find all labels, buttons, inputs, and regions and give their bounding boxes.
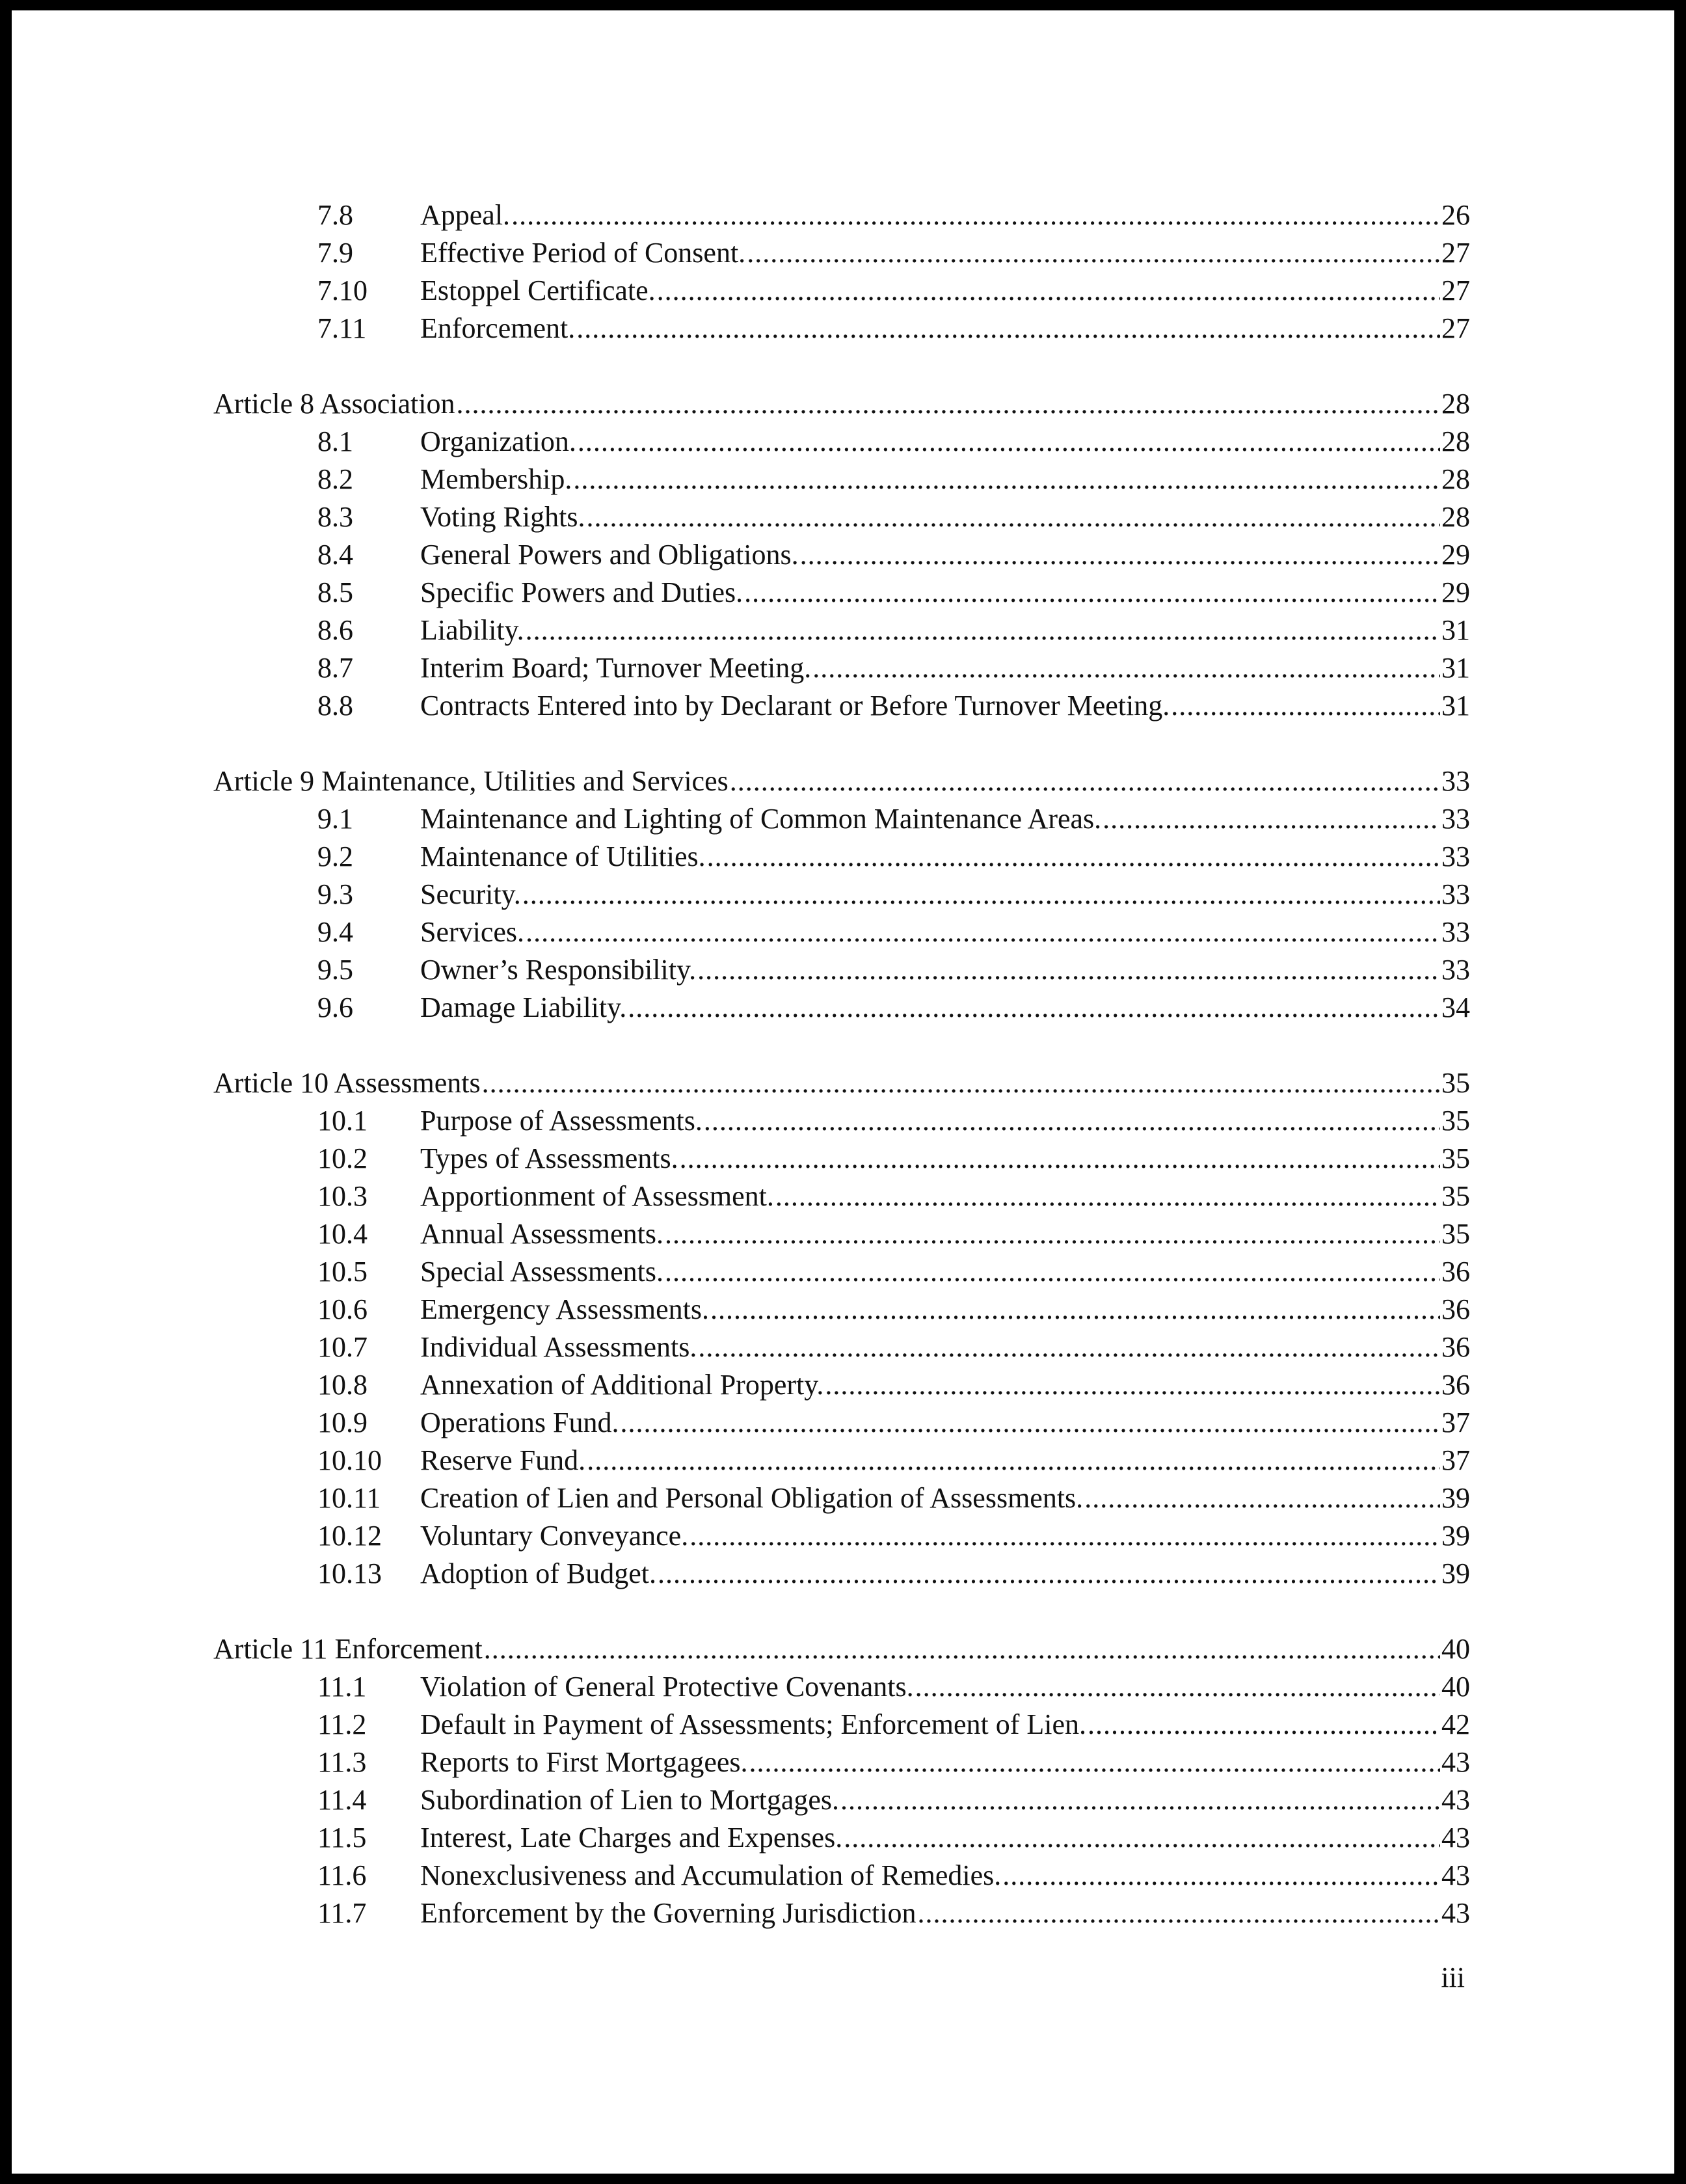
toc-entry-title: Damage Liability. (420, 991, 627, 1023)
toc-section-entry (213, 234, 1470, 272)
toc-section-entry (213, 1328, 1470, 1366)
toc-entry-page: 39 (1441, 1482, 1470, 1514)
toc-entry-number: 8.7 (317, 652, 353, 684)
dot-leader (573, 461, 1440, 498)
toc-entry-number: 10.9 (317, 1407, 368, 1438)
toc-entry-title: Maintenance of Utilities. (420, 841, 706, 872)
toc-entry-title: Violation of General Protective Covenants. (420, 1671, 914, 1703)
toc-entry-title: Article 9 Maintenance, Utilities and Services (213, 765, 729, 797)
toc-entry-title: Services. (420, 916, 525, 948)
dot-leader (628, 989, 1440, 1027)
toc-entry-number: 10.6 (317, 1293, 368, 1325)
toc-entry-number: 8.4 (317, 539, 353, 571)
toc-section-entry (213, 196, 1470, 234)
toc-entry-title: Annexation of Additional Property. (420, 1369, 824, 1401)
toc-entry-number: 10.2 (317, 1142, 368, 1174)
toc-entry-page: 34 (1441, 991, 1470, 1023)
dot-leader (825, 1366, 1440, 1404)
toc-entry-title: Subordination of Lien to Mortgages. (420, 1784, 840, 1816)
dot-leader (710, 1291, 1440, 1328)
toc-entry-page: 26 (1441, 199, 1470, 231)
toc-entry-page: 31 (1441, 652, 1470, 684)
toc-entry-title: Enforcement by the Governing Jurisdiction (420, 1897, 917, 1929)
dot-leader (658, 1555, 1440, 1593)
toc-entry-title: Article 11 Enforcement (213, 1633, 483, 1665)
toc-entry-page: 33 (1441, 803, 1470, 835)
dot-leader (526, 913, 1440, 951)
toc-entry-number: 10.1 (317, 1105, 368, 1137)
dot-leader (578, 423, 1440, 461)
toc-entry-number: 11.7 (317, 1897, 367, 1929)
dot-leader (526, 612, 1440, 649)
toc-entry-page: 39 (1441, 1520, 1470, 1552)
toc-section-entry (213, 272, 1470, 310)
toc-entry-number: 10.8 (317, 1369, 368, 1401)
dot-leader (704, 1102, 1440, 1140)
toc-entry-number: 8.6 (317, 614, 353, 646)
toc-entry-number: 8.1 (317, 425, 353, 457)
toc-article-entry (213, 762, 1470, 800)
toc-section-entry (213, 1215, 1470, 1253)
toc-entry-title: Reserve Fund. (420, 1444, 586, 1476)
toc-entry-number: 9.3 (317, 878, 353, 910)
dot-leader (680, 1140, 1440, 1178)
toc-section-entry (213, 498, 1470, 536)
toc-section-entry (213, 574, 1470, 612)
toc-entry-title: Individual Assessments. (420, 1331, 697, 1363)
dot-leader (730, 762, 1440, 800)
toc-section-entry (213, 876, 1470, 913)
toc-entry-page: 40 (1441, 1633, 1470, 1665)
toc-entry-number: 7.8 (317, 199, 353, 231)
dot-leader (511, 196, 1440, 234)
toc-entry-page: 31 (1441, 690, 1470, 721)
toc-section-entry (213, 1555, 1470, 1593)
toc-entry-page: 33 (1441, 916, 1470, 948)
toc-entry-page: 27 (1441, 275, 1470, 306)
document-sheet (12, 10, 1674, 2174)
toc-section-entry (213, 1894, 1470, 1932)
toc-entry-page: 35 (1441, 1218, 1470, 1250)
toc-entry-page: 36 (1441, 1256, 1470, 1287)
toc-section-entry (213, 1404, 1470, 1442)
toc-entry-number: 9.6 (317, 991, 353, 1023)
toc-entry-title: Creation of Lien and Personal Obligation of Assessments. (420, 1482, 1084, 1514)
dot-leader (689, 1517, 1440, 1555)
toc-entry-number: 10.3 (317, 1180, 368, 1212)
toc-entry-title: Effective Period of Consent. (420, 237, 746, 269)
toc-entry-title: Voting Rights. (420, 501, 585, 533)
toc-entry-title: Interim Board; Turnover Meeting. (420, 652, 812, 684)
toc-entry-title: Appeal. (420, 199, 511, 231)
toc-entry-number: 11.4 (317, 1784, 367, 1816)
toc-entry-page: 28 (1441, 425, 1470, 457)
toc-entry-page: 28 (1441, 501, 1470, 533)
toc-entry-page: 33 (1441, 841, 1470, 872)
toc-section-entry (213, 1668, 1470, 1706)
dot-leader (665, 1215, 1440, 1253)
toc-entry-number: 11.3 (317, 1746, 367, 1778)
toc-entry-title: Adoption of Budget. (420, 1557, 656, 1589)
dot-leader (482, 1064, 1440, 1102)
toc-entry-page: 36 (1441, 1293, 1470, 1325)
toc-section-entry (213, 800, 1470, 838)
toc-section-entry (213, 951, 1470, 989)
toc-entry-number: 10.13 (317, 1557, 382, 1589)
toc-section-entry (213, 1291, 1470, 1328)
dot-leader (744, 574, 1440, 612)
toc-entry-number: 8.5 (317, 576, 353, 608)
toc-entry-page: 36 (1441, 1331, 1470, 1363)
toc-entry-page: 35 (1441, 1142, 1470, 1174)
toc-entry-number: 11.5 (317, 1822, 367, 1854)
dot-leader (587, 1442, 1440, 1479)
toc-entry-number: 9.1 (317, 803, 353, 835)
toc-section-entry (213, 1857, 1470, 1894)
dot-leader (915, 1668, 1440, 1706)
dot-leader (698, 1328, 1440, 1366)
dot-leader (844, 1819, 1440, 1857)
toc-section-entry (213, 1706, 1470, 1744)
dot-leader (1088, 1706, 1440, 1744)
toc-entry-page: 42 (1441, 1708, 1470, 1740)
toc-section-entry (213, 687, 1470, 725)
toc-entry-title: Membership. (420, 463, 572, 495)
dot-leader (657, 272, 1440, 310)
toc-entry-number: 10.4 (317, 1218, 368, 1250)
dot-leader (457, 385, 1441, 423)
toc-entry-number: 7.10 (317, 275, 368, 306)
toc-entry-title: Interest, Late Charges and Expenses. (420, 1822, 843, 1854)
dot-leader (800, 536, 1440, 574)
toc-section-entry (213, 838, 1470, 876)
toc-entry-title: Contracts Entered into by Declarant or Before Turnover Meeting. (420, 690, 1170, 721)
dot-leader (1171, 687, 1440, 725)
toc-entry-number: 11.2 (317, 1708, 367, 1740)
toc-article-entry (213, 385, 1470, 423)
dot-leader (576, 310, 1440, 347)
toc-entry-page: 27 (1441, 312, 1470, 344)
dot-leader (665, 1253, 1440, 1291)
toc-article-entry (213, 1064, 1470, 1102)
toc-entry-title: Organization. (420, 425, 576, 457)
toc-entry-number: 10.10 (317, 1444, 382, 1476)
toc-section-entry (213, 1366, 1470, 1404)
toc-section-entry (213, 461, 1470, 498)
toc-entry-page: 43 (1441, 1784, 1470, 1816)
toc-entry-title: General Powers and Obligations. (420, 539, 799, 571)
toc-entry-page: 28 (1441, 388, 1470, 420)
toc-section-entry (213, 1140, 1470, 1178)
toc-entry-page: 29 (1441, 576, 1470, 608)
toc-entry-page: 33 (1441, 765, 1470, 797)
toc-entry-title: Specific Powers and Duties. (420, 576, 743, 608)
toc-entry-title: Reports to First Mortgagees. (420, 1746, 748, 1778)
toc-entry-page: 31 (1441, 614, 1470, 646)
dot-leader (586, 498, 1440, 536)
toc-article-entry (213, 1630, 1470, 1668)
toc-entry-number: 7.11 (317, 312, 367, 344)
toc-entry-number: 10.7 (317, 1331, 368, 1363)
toc-section-entry (213, 1178, 1470, 1215)
toc-entry-page: 35 (1441, 1180, 1470, 1212)
toc-entry-number: 11.6 (317, 1859, 367, 1891)
dot-leader (812, 649, 1440, 687)
toc-entry-page: 35 (1441, 1067, 1470, 1099)
page-number: iii (1441, 1962, 1465, 1993)
dot-leader (621, 1404, 1440, 1442)
toc-entry-title: Enforcement. (420, 312, 576, 344)
dot-leader (747, 234, 1440, 272)
toc-entry-title: Security. (420, 878, 521, 910)
toc-entry-page: 27 (1441, 237, 1470, 269)
toc-entry-page: 43 (1441, 1746, 1470, 1778)
toc-entry-page: 37 (1441, 1444, 1470, 1476)
toc-entry-page: 28 (1441, 463, 1470, 495)
toc-entry-title: Liability. (420, 614, 524, 646)
dot-leader (1002, 1857, 1440, 1894)
toc-entry-title: Annual Assessments. (420, 1218, 663, 1250)
toc-entry-number: 9.5 (317, 954, 353, 986)
toc-entry-title: Article 10 Assessments (213, 1067, 481, 1099)
dot-leader (775, 1178, 1440, 1215)
toc-section-entry (213, 1744, 1470, 1781)
dot-leader (707, 838, 1440, 876)
toc-entry-page: 29 (1441, 539, 1470, 571)
toc-section-entry (213, 1253, 1470, 1291)
toc-entry-number: 9.2 (317, 841, 353, 872)
toc-entry-number: 11.1 (317, 1671, 367, 1703)
toc-entry-title: Article 8 Association (213, 388, 455, 420)
dot-leader (917, 1894, 1440, 1932)
toc-section-entry (213, 612, 1470, 649)
toc-entry-title: Nonexclusiveness and Accumulation of Remedies. (420, 1859, 1002, 1891)
toc-entry-page: 39 (1441, 1557, 1470, 1589)
toc-section-entry (213, 1517, 1470, 1555)
toc-entry-number: 10.12 (317, 1520, 382, 1552)
dot-leader (697, 951, 1440, 989)
toc-entry-number: 8.3 (317, 501, 353, 533)
toc-entry-page: 37 (1441, 1407, 1470, 1438)
toc-section-entry (213, 1819, 1470, 1857)
toc-entry-title: Apportionment of Assessment. (420, 1180, 774, 1212)
toc-entry-number: 8.2 (317, 463, 353, 495)
toc-section-entry (213, 1102, 1470, 1140)
toc-section-entry (213, 536, 1470, 574)
dot-leader (749, 1744, 1440, 1781)
toc-entry-number: 10.5 (317, 1256, 368, 1287)
toc-entry-title: Special Assessments. (420, 1256, 663, 1287)
toc-entry-page: 33 (1441, 878, 1470, 910)
dot-leader (1103, 800, 1440, 838)
table-of-contents (12, 10, 1674, 2174)
toc-section-entry (213, 989, 1470, 1027)
dot-leader (522, 876, 1440, 913)
toc-section-entry (213, 310, 1470, 347)
toc-entry-title: Maintenance and Lighting of Common Maintenance Areas. (420, 803, 1102, 835)
toc-entry-page: 43 (1441, 1897, 1470, 1929)
toc-entry-title: Owner’s Responsibility. (420, 954, 697, 986)
toc-section-entry (213, 423, 1470, 461)
toc-entry-title: Voluntary Conveyance. (420, 1520, 689, 1552)
toc-section-entry (213, 1442, 1470, 1479)
dot-leader (484, 1630, 1440, 1668)
toc-entry-number: 8.8 (317, 690, 353, 721)
toc-section-entry (213, 649, 1470, 687)
toc-entry-title: Types of Assessments. (420, 1142, 678, 1174)
dot-leader (840, 1781, 1440, 1819)
toc-entry-page: 40 (1441, 1671, 1470, 1703)
toc-entry-number: 10.11 (317, 1482, 381, 1514)
toc-entry-title: Emergency Assessments. (420, 1293, 710, 1325)
toc-entry-page: 43 (1441, 1859, 1470, 1891)
toc-section-entry (213, 1781, 1470, 1819)
toc-section-entry (213, 913, 1470, 951)
toc-entry-title: Purpose of Assessments. (420, 1105, 702, 1137)
toc-entry-title: Default in Payment of Assessments; Enforcement of Lien. (420, 1708, 1086, 1740)
toc-entry-page: 43 (1441, 1822, 1470, 1854)
toc-entry-title: Operations Fund. (420, 1407, 619, 1438)
toc-entry-title: Estoppel Certificate. (420, 275, 656, 306)
toc-entry-page: 33 (1441, 954, 1470, 986)
toc-entry-number: 9.4 (317, 916, 353, 948)
dot-leader (1084, 1479, 1440, 1517)
toc-entry-page: 35 (1441, 1105, 1470, 1137)
toc-section-entry (213, 1479, 1470, 1517)
toc-entry-number: 7.9 (317, 237, 353, 269)
toc-entry-page: 36 (1441, 1369, 1470, 1401)
